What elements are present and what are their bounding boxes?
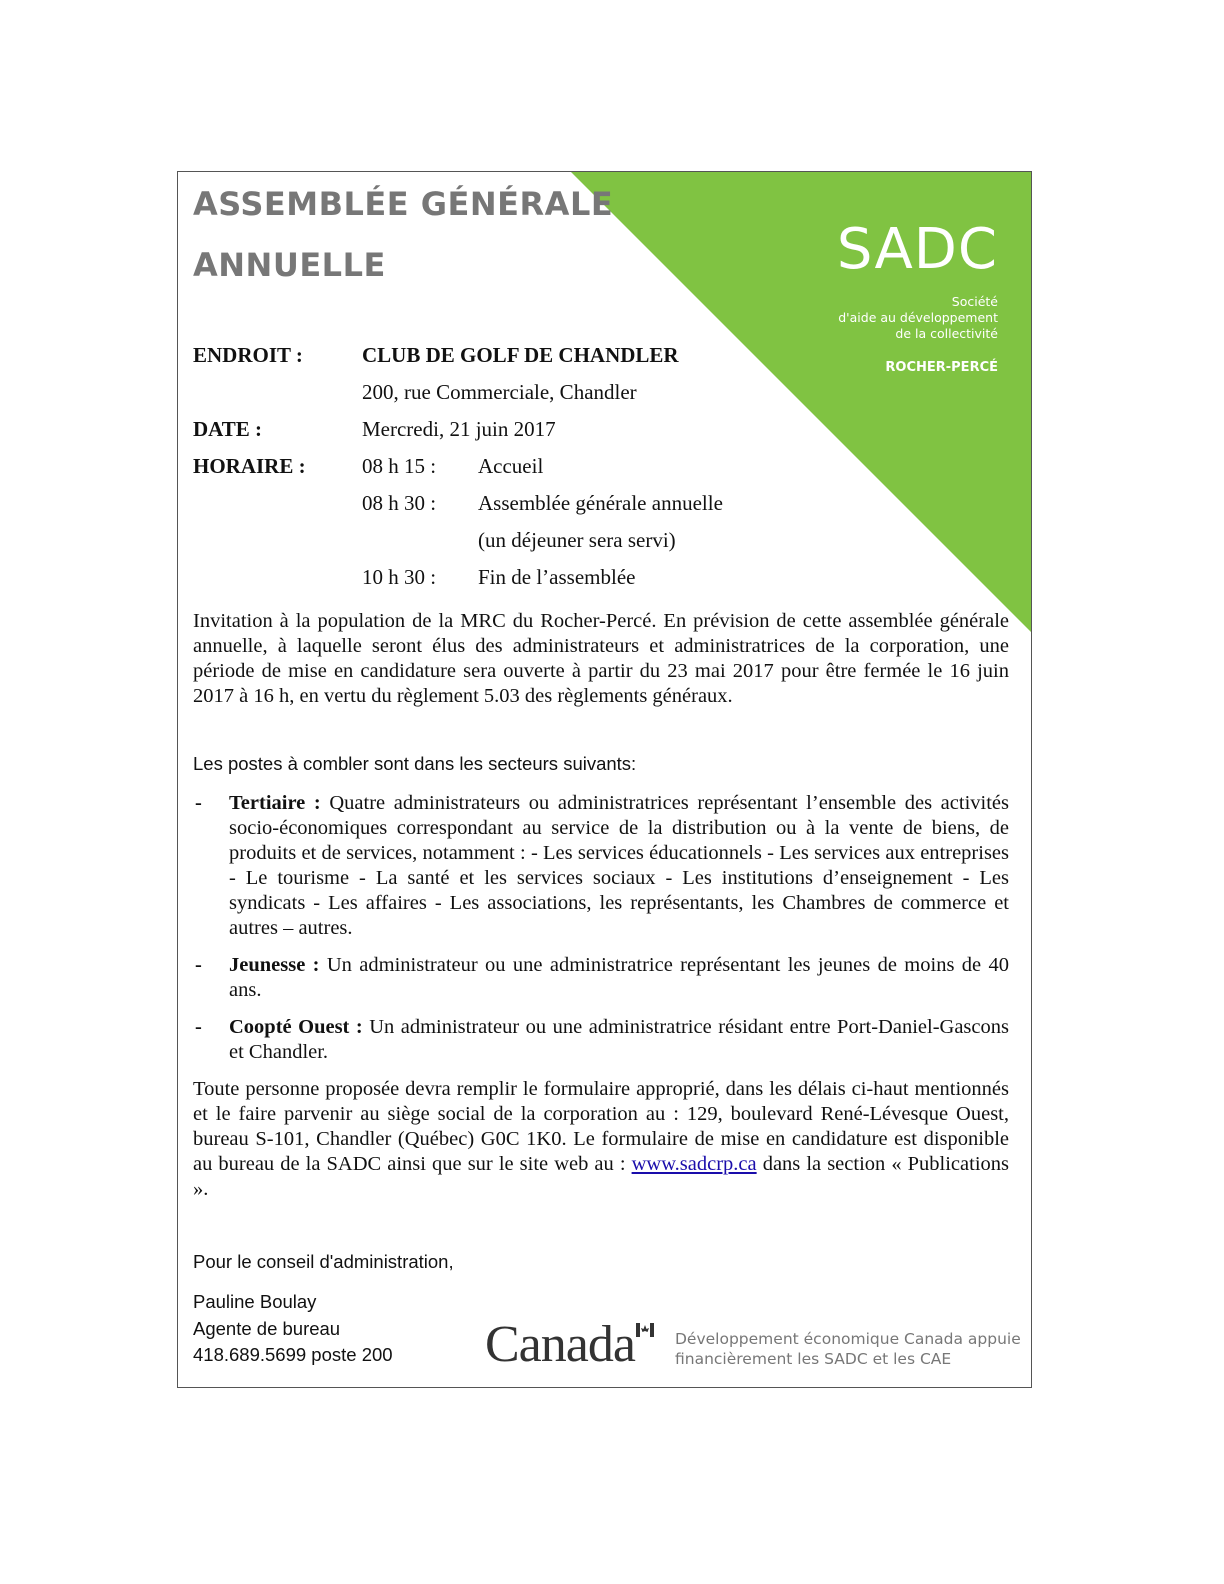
bullet-dash: -: [195, 792, 202, 814]
signature-name: Pauline Boulay: [193, 1291, 317, 1312]
funding-notice: [675, 1329, 1021, 1369]
schedule-time: 08 h 30 :: [362, 491, 437, 515]
notice-frame: [177, 171, 1032, 1388]
schedule-time: 08 h 15 :: [362, 454, 437, 478]
sadc-logo: [836, 217, 998, 375]
address: 200, rue Commerciale, Chandler: [362, 380, 637, 404]
schedule-desc: Accueil: [478, 454, 544, 478]
signature-block: [193, 1289, 393, 1369]
poste-label: Tertiaire :: [229, 792, 321, 814]
poste-label: Coopté Ouest :: [229, 1016, 363, 1038]
signature-phone: 418.689.5699 poste 200: [193, 1344, 393, 1365]
closing-paragraph: [193, 1077, 1009, 1202]
poste-label: Jeunesse :: [229, 954, 320, 976]
bullet-dash: -: [195, 1016, 202, 1038]
endroit-label: ENDROIT :: [193, 343, 303, 367]
sadc-logo-line-1: Société: [951, 294, 998, 309]
closing-tail: dans la section « Publications ».: [193, 1153, 1009, 1200]
date-label: DATE :: [193, 417, 263, 441]
schedule-desc: Fin de l’assemblée: [478, 565, 636, 589]
title-line-2: ANNUELLE: [193, 246, 386, 284]
canada-wordmark: Canada: [485, 1316, 635, 1373]
horaire-label: HORAIRE :: [193, 454, 306, 478]
title-line-1: ASSEMBLÉE GÉNÉRALE: [193, 185, 614, 223]
date-value: Mercredi, 21 juin 2017: [362, 417, 556, 441]
funding-line-2: financièrement les SADC et les CAE: [675, 1350, 952, 1368]
website-link[interactable]: www.sadcrp.ca: [631, 1153, 757, 1175]
invitation-paragraph: Invitation à la population de la MRC du Rocher-Percé. En prévision de cette assemblée générale annuelle, à laquelle seront élus des administrateurs et administratrices de la corporation, une période de mise en candidature sera ouverte à partir du 23 mai 2017 pour être fermée le 16 juin 2017 à 16 h, en vertu du règlement 5.03 des règlements généraux.: [193, 610, 1009, 707]
endroit-value: CLUB DE GOLF DE CHANDLER: [362, 343, 679, 367]
schedule-time: 10 h 30 :: [362, 565, 437, 589]
schedule-desc: Assemblée générale annuelle: [478, 491, 723, 515]
bullet-dash: -: [195, 954, 202, 976]
signature-role: Agente de bureau: [193, 1317, 341, 1339]
funding-line-1: Développement économique Canada appuie: [675, 1330, 1021, 1348]
poste-text: Un administrateur ou une administratrice résidant entre Port-Daniel-Gascons et Chandler.: [229, 1016, 1009, 1063]
poste-text: Un administrateur ou une administratrice représentant les jeunes de moins de 40 ans.: [229, 954, 1009, 1001]
closing-text: Toute personne proposée devra remplir le formulaire approprié, dans les délais ci-haut mentionnés et le faire parvenir au siège social de la corporation au : 129, boulevard René-Lévesque Ouest, bureau S-101, Chandler (Québec) G0C 1K0. Le formulaire de mise en candidature est disponible au bureau de la SADC ainsi que sur le site web au :: [193, 1078, 1009, 1175]
sadc-logo-region: ROCHER-PERCÉ: [885, 360, 998, 375]
poste-text: Quatre administrateurs ou administratrices représentant l’ensemble des activités socio-économiques correspondant au service de la distribution ou à la vente de biens, de produits et de services, notamment : - Les services éducationnels - Les services aux entreprises - Le tourisme - La santé et les services sociaux - Les institutions d’enseignement - Les syndicats - Les affaires - Les associations, les représentants, les Chambres de commerce et autres – autres.: [229, 792, 1009, 939]
sadc-logo-line-3: de la collectivité: [895, 326, 998, 341]
sadc-logo-name: SADC: [836, 217, 998, 282]
poste-item-jeunesse: [193, 953, 1009, 1003]
schedule-desc: (un déjeuner sera servi): [478, 528, 676, 552]
canada-flag-icon: [636, 1323, 654, 1337]
postes-intro: Les postes à combler sont dans les secteurs suivants:: [193, 753, 637, 774]
poste-item-tertiaire: [193, 791, 1009, 941]
sadc-logo-line-2: d'aide au développement: [838, 310, 998, 325]
poste-item-coopte-ouest: [193, 1015, 1009, 1065]
signature-intro: Pour le conseil d'administration,: [193, 1251, 454, 1272]
